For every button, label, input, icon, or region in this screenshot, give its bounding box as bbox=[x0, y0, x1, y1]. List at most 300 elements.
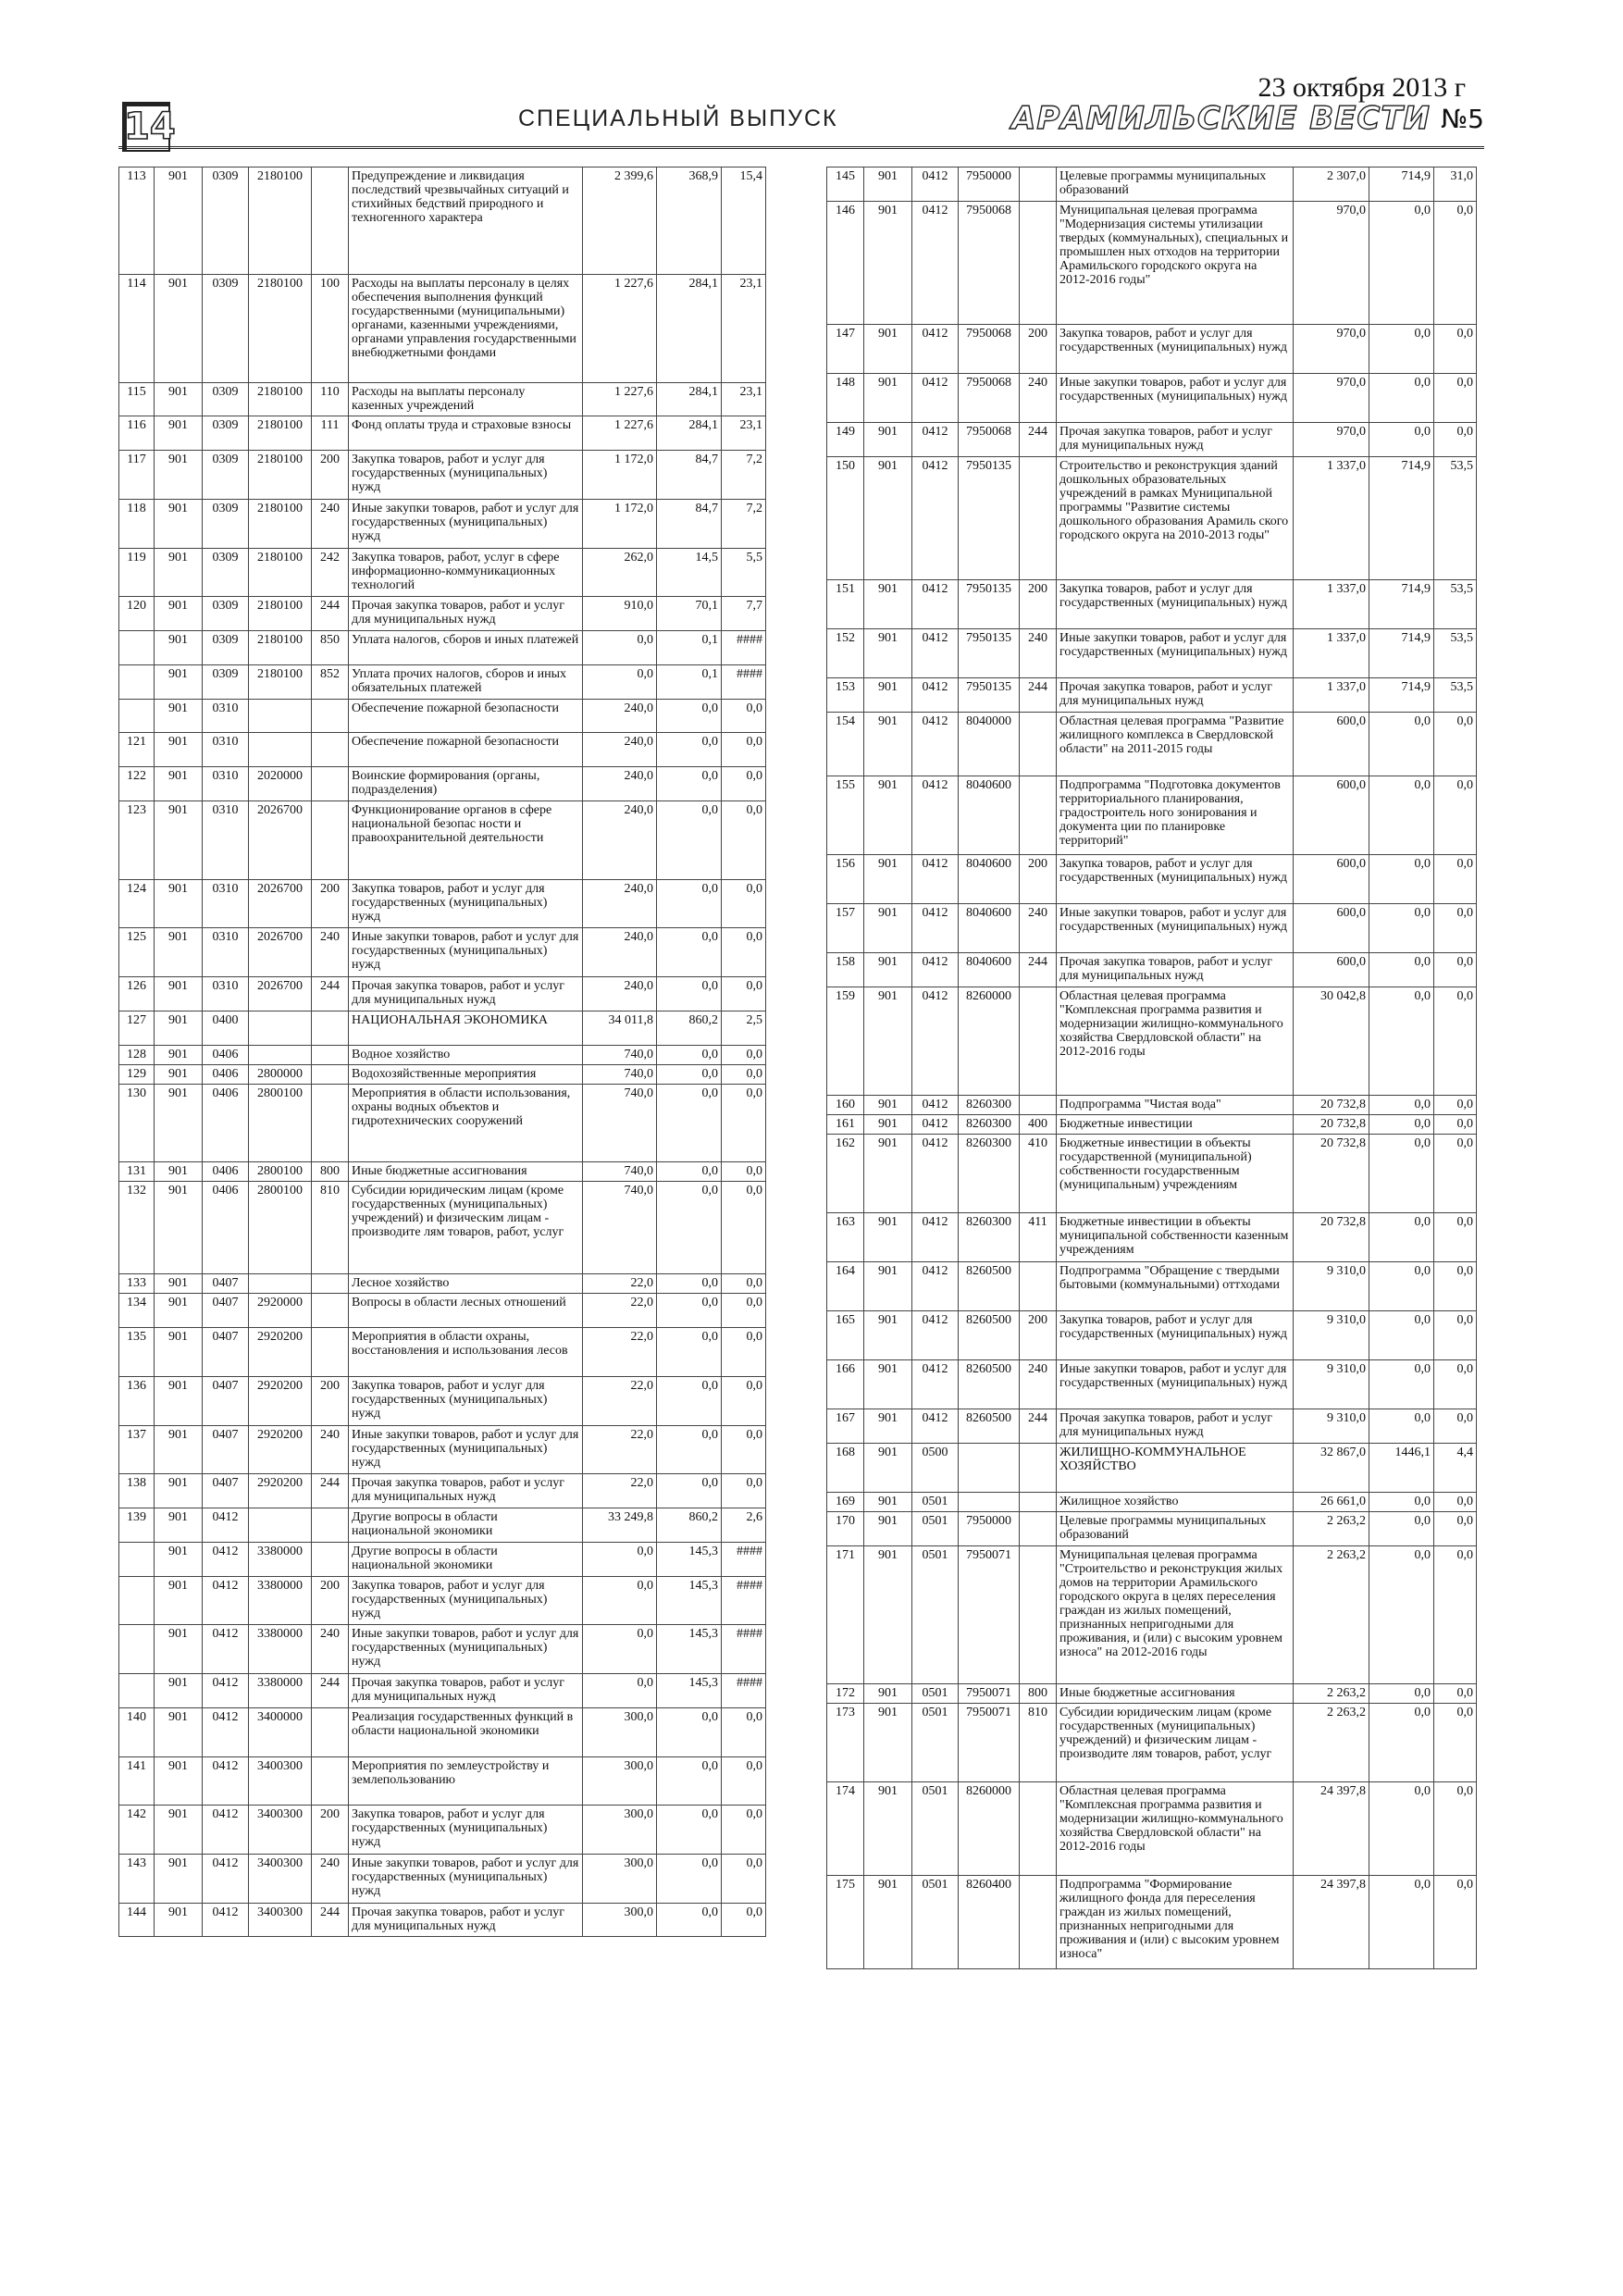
table-row bbox=[119, 451, 766, 500]
cell-d bbox=[312, 1508, 349, 1543]
cell-n: 128 bbox=[119, 1045, 155, 1064]
cell-d bbox=[1020, 202, 1057, 325]
cell-c bbox=[249, 1274, 312, 1294]
table-row bbox=[827, 168, 1477, 202]
cell-d bbox=[312, 1011, 349, 1045]
cell-c: 7950000 bbox=[959, 168, 1020, 202]
cell-d: 200 bbox=[1020, 325, 1057, 374]
cell-h: 0,0 bbox=[722, 1707, 766, 1756]
cell-e: Подпрограмма "Подготовка документов территориального планирования, градостроитель ного зонирования и документа ции по планировке территорий" bbox=[1057, 776, 1294, 855]
cell-g: 0,0 bbox=[657, 1376, 722, 1425]
cell-g: 0,0 bbox=[657, 1162, 722, 1182]
cell-e: Водное хозяйство bbox=[349, 1045, 583, 1064]
cell-n: 158 bbox=[827, 953, 864, 987]
cell-g: 0,0 bbox=[1369, 1512, 1434, 1546]
table-row bbox=[827, 1311, 1477, 1360]
cell-d bbox=[312, 699, 349, 733]
cell-e: Иные закупки товаров, работ и услуг для государственных (муниципальных) нужд bbox=[1057, 1360, 1294, 1409]
table-row bbox=[119, 1625, 766, 1674]
page-number-box bbox=[122, 102, 176, 152]
cell-g: 0,0 bbox=[657, 1084, 722, 1162]
cell-g: 284,1 bbox=[657, 416, 722, 451]
page-number: 14 bbox=[124, 105, 176, 148]
cell-c: 7950135 bbox=[959, 629, 1020, 678]
cell-f: 2 263,2 bbox=[1294, 1512, 1369, 1546]
cell-d: 244 bbox=[312, 597, 349, 631]
cell-g: 0,0 bbox=[657, 1854, 722, 1903]
cell-c bbox=[249, 1011, 312, 1045]
cell-c: 7950135 bbox=[959, 580, 1020, 629]
cell-f: 740,0 bbox=[583, 1045, 657, 1064]
cell-b: 0310 bbox=[203, 733, 249, 767]
cell-b: 0412 bbox=[912, 325, 959, 374]
cell-h: 23,1 bbox=[722, 382, 766, 416]
cell-f: 240,0 bbox=[583, 976, 657, 1011]
cell-n: 173 bbox=[827, 1704, 864, 1782]
cell-d: 242 bbox=[312, 548, 349, 597]
cell-g: 860,2 bbox=[657, 1508, 722, 1543]
table-row bbox=[119, 1328, 766, 1377]
cell-n: 141 bbox=[119, 1756, 155, 1806]
cell-g: 0,0 bbox=[657, 1064, 722, 1084]
cell-d: 244 bbox=[1020, 678, 1057, 713]
cell-g: 0,0 bbox=[657, 733, 722, 767]
cell-c: 2020000 bbox=[249, 767, 312, 801]
cell-b: 0309 bbox=[203, 499, 249, 548]
cell-f: 9 310,0 bbox=[1294, 1311, 1369, 1360]
cell-f: 740,0 bbox=[583, 1064, 657, 1084]
cell-c: 3400000 bbox=[249, 1707, 312, 1756]
cell-e: Мероприятия в области использования, охраны водных объектов и гидротехнических сооружений bbox=[349, 1084, 583, 1162]
cell-d: 240 bbox=[312, 1425, 349, 1474]
cell-c: 7950068 bbox=[959, 374, 1020, 423]
cell-n bbox=[119, 1542, 155, 1576]
cell-n: 123 bbox=[119, 801, 155, 880]
cell-g: 145,3 bbox=[657, 1674, 722, 1708]
cell-b: 0406 bbox=[203, 1162, 249, 1182]
cell-c: 2026700 bbox=[249, 801, 312, 880]
cell-n: 167 bbox=[827, 1409, 864, 1444]
cell-h: 0,0 bbox=[722, 1806, 766, 1855]
cell-g: 0,0 bbox=[657, 1182, 722, 1274]
cell-d bbox=[1020, 1444, 1057, 1493]
cell-h: 0,0 bbox=[1434, 1704, 1477, 1782]
table-row bbox=[119, 1274, 766, 1294]
cell-a: 901 bbox=[864, 202, 912, 325]
cell-b: 0501 bbox=[912, 1704, 959, 1782]
cell-f: 1 337,0 bbox=[1294, 629, 1369, 678]
cell-g: 0,0 bbox=[1369, 1135, 1434, 1213]
cell-e: Иные закупки товаров, работ и услуг для государственных (муниципальных) нужд bbox=[1057, 374, 1294, 423]
cell-f: 2 307,0 bbox=[1294, 168, 1369, 202]
cell-h: #### bbox=[722, 1674, 766, 1708]
cell-f: 600,0 bbox=[1294, 953, 1369, 987]
cell-h: 0,0 bbox=[1434, 1115, 1477, 1135]
cell-d: 240 bbox=[1020, 629, 1057, 678]
cell-a: 901 bbox=[864, 1876, 912, 1969]
cell-h: 0,0 bbox=[1434, 1262, 1477, 1311]
cell-a: 901 bbox=[155, 1474, 203, 1508]
table-row bbox=[827, 374, 1477, 423]
left-column bbox=[118, 167, 766, 1937]
cell-e: Иные закупки товаров, работ и услуг для государственных (муниципальных) нужд bbox=[1057, 904, 1294, 953]
cell-c: 2920200 bbox=[249, 1425, 312, 1474]
cell-h: 53,5 bbox=[1434, 678, 1477, 713]
cell-f: 600,0 bbox=[1294, 713, 1369, 776]
cell-g: 0,0 bbox=[1369, 1876, 1434, 1969]
cell-a: 901 bbox=[155, 1064, 203, 1084]
cell-h: 0,0 bbox=[1434, 1360, 1477, 1409]
cell-b: 0412 bbox=[912, 1213, 959, 1262]
cell-c: 3400300 bbox=[249, 1854, 312, 1903]
cell-b: 0412 bbox=[203, 1542, 249, 1576]
cell-f: 300,0 bbox=[583, 1854, 657, 1903]
cell-h: 15,4 bbox=[722, 168, 766, 275]
cell-c: 2180100 bbox=[249, 275, 312, 382]
cell-h: 2,5 bbox=[722, 1011, 766, 1045]
cell-n: 137 bbox=[119, 1425, 155, 1474]
cell-h: 0,0 bbox=[722, 801, 766, 880]
cell-h: #### bbox=[722, 1625, 766, 1674]
table-row bbox=[827, 1546, 1477, 1684]
table-row bbox=[119, 1376, 766, 1425]
cell-c: 2180100 bbox=[249, 416, 312, 451]
cell-a: 901 bbox=[864, 1213, 912, 1262]
cell-g: 0,0 bbox=[1369, 1096, 1434, 1115]
cell-c bbox=[249, 733, 312, 767]
table-row bbox=[119, 1425, 766, 1474]
cell-a: 901 bbox=[155, 1674, 203, 1708]
cell-c: 2026700 bbox=[249, 976, 312, 1011]
cell-n: 162 bbox=[827, 1135, 864, 1213]
cell-d: 800 bbox=[312, 1162, 349, 1182]
cell-d: 111 bbox=[312, 416, 349, 451]
cell-n: 136 bbox=[119, 1376, 155, 1425]
cell-n: 174 bbox=[827, 1782, 864, 1876]
cell-f: 0,0 bbox=[583, 664, 657, 699]
cell-f: 9 310,0 bbox=[1294, 1360, 1369, 1409]
cell-c: 8260500 bbox=[959, 1409, 1020, 1444]
table-row bbox=[119, 1903, 766, 1937]
table-row bbox=[119, 597, 766, 631]
cell-h: 0,0 bbox=[722, 1182, 766, 1274]
cell-f: 20 732,8 bbox=[1294, 1135, 1369, 1213]
cell-f: 240,0 bbox=[583, 699, 657, 733]
table-row bbox=[119, 928, 766, 977]
cell-g: 0,0 bbox=[1369, 1782, 1434, 1876]
cell-a: 901 bbox=[155, 1376, 203, 1425]
cell-a: 901 bbox=[155, 733, 203, 767]
cell-d: 240 bbox=[1020, 1360, 1057, 1409]
cell-b: 0406 bbox=[203, 1084, 249, 1162]
cell-h: 0,0 bbox=[1434, 1684, 1477, 1704]
cell-e: Обеспечение пожарной безопасности bbox=[349, 699, 583, 733]
table-row bbox=[119, 1806, 766, 1855]
cell-b: 0310 bbox=[203, 879, 249, 928]
cell-b: 0406 bbox=[203, 1182, 249, 1274]
cell-n: 142 bbox=[119, 1806, 155, 1855]
cell-e: Функционирование органов в сфере национальной безопас ности и правоохранительной деятельности bbox=[349, 801, 583, 880]
cell-f: 9 310,0 bbox=[1294, 1262, 1369, 1311]
cell-n: 125 bbox=[119, 928, 155, 977]
cell-a: 901 bbox=[155, 1425, 203, 1474]
cell-d: 810 bbox=[312, 1182, 349, 1274]
cell-c bbox=[249, 1045, 312, 1064]
cell-d: 200 bbox=[1020, 580, 1057, 629]
cell-h: 0,0 bbox=[722, 976, 766, 1011]
cell-h: 0,0 bbox=[722, 699, 766, 733]
cell-h: 0,0 bbox=[722, 1328, 766, 1377]
cell-c bbox=[959, 1493, 1020, 1512]
cell-a: 901 bbox=[864, 1115, 912, 1135]
cell-d bbox=[1020, 776, 1057, 855]
cell-g: 0,0 bbox=[657, 928, 722, 977]
cell-f: 1 227,6 bbox=[583, 275, 657, 382]
table-row bbox=[119, 1542, 766, 1576]
right-column bbox=[826, 167, 1477, 1969]
cell-n: 166 bbox=[827, 1360, 864, 1409]
cell-h: 0,0 bbox=[1434, 1135, 1477, 1213]
cell-n: 130 bbox=[119, 1084, 155, 1162]
cell-b: 0412 bbox=[912, 855, 959, 904]
cell-d: 240 bbox=[312, 499, 349, 548]
cell-h: 0,0 bbox=[1434, 987, 1477, 1096]
table-row bbox=[827, 325, 1477, 374]
cell-b: 0412 bbox=[912, 1311, 959, 1360]
cell-b: 0412 bbox=[912, 629, 959, 678]
cell-a: 901 bbox=[864, 580, 912, 629]
cell-n bbox=[119, 664, 155, 699]
cell-a: 901 bbox=[864, 1360, 912, 1409]
cell-h: 23,1 bbox=[722, 416, 766, 451]
cell-c: 3400300 bbox=[249, 1903, 312, 1937]
cell-a: 901 bbox=[864, 1262, 912, 1311]
cell-e: Закупка товаров, работ и услуг для государственных (муниципальных) нужд bbox=[349, 1576, 583, 1625]
table-row bbox=[119, 1707, 766, 1756]
cell-d: 200 bbox=[1020, 1311, 1057, 1360]
cell-g: 0,0 bbox=[1369, 423, 1434, 457]
cell-h: 0,0 bbox=[722, 1294, 766, 1328]
cell-b: 0412 bbox=[912, 202, 959, 325]
cell-b: 0412 bbox=[203, 1576, 249, 1625]
cell-e: Предупреждение и ликвидация последствий чрезвычайных ситуаций и стихийных бедствий природного и техногенного характера bbox=[349, 168, 583, 275]
cell-h: 0,0 bbox=[722, 928, 766, 977]
cell-f: 34 011,8 bbox=[583, 1011, 657, 1045]
cell-c: 3400300 bbox=[249, 1756, 312, 1806]
cell-a: 901 bbox=[155, 928, 203, 977]
cell-g: 0,0 bbox=[1369, 1360, 1434, 1409]
cell-g: 0,0 bbox=[657, 1756, 722, 1806]
cell-a: 901 bbox=[864, 629, 912, 678]
cell-d: 200 bbox=[312, 1806, 349, 1855]
cell-f: 300,0 bbox=[583, 1903, 657, 1937]
cell-c: 2180100 bbox=[249, 382, 312, 416]
cell-g: 1446,1 bbox=[1369, 1444, 1434, 1493]
cell-h: 0,0 bbox=[1434, 1512, 1477, 1546]
cell-f: 0,0 bbox=[583, 631, 657, 665]
cell-b: 0501 bbox=[912, 1512, 959, 1546]
cell-c bbox=[959, 1444, 1020, 1493]
cell-a: 901 bbox=[155, 801, 203, 880]
cell-n: 175 bbox=[827, 1876, 864, 1969]
cell-a: 901 bbox=[155, 275, 203, 382]
cell-h: 31,0 bbox=[1434, 168, 1477, 202]
cell-h: 0,0 bbox=[722, 1084, 766, 1162]
cell-f: 300,0 bbox=[583, 1756, 657, 1806]
cell-h: #### bbox=[722, 1542, 766, 1576]
cell-n: 151 bbox=[827, 580, 864, 629]
cell-a: 901 bbox=[155, 664, 203, 699]
cell-a: 901 bbox=[864, 1704, 912, 1782]
cell-h: 0,0 bbox=[1434, 374, 1477, 423]
cell-c: 8040600 bbox=[959, 776, 1020, 855]
cell-d bbox=[312, 1756, 349, 1806]
table-row bbox=[827, 1135, 1477, 1213]
cell-e: Строительство и реконструкция зданий дошкольных образовательных учреждений в рамках Муниципальной программы "Развитие системы дошкольного образования Арамиль ского городского округа на 2010-2013 годы" bbox=[1057, 457, 1294, 580]
cell-c: 2920000 bbox=[249, 1294, 312, 1328]
cell-d: 244 bbox=[1020, 423, 1057, 457]
cell-e: Прочая закупка товаров, работ и услуг для муниципальных нужд bbox=[349, 976, 583, 1011]
issue-number: №5 bbox=[1441, 104, 1484, 134]
cell-f: 22,0 bbox=[583, 1274, 657, 1294]
cell-d bbox=[312, 1045, 349, 1064]
cell-g: 0,0 bbox=[657, 1425, 722, 1474]
cell-n: 139 bbox=[119, 1508, 155, 1543]
cell-c: 7950071 bbox=[959, 1684, 1020, 1704]
cell-e: Подпрограмма "Формирование жилищного фонда для переселения граждан из жилых помещений, признанных непригодными для проживания и (или) с высоким уровнем износа" bbox=[1057, 1876, 1294, 1969]
cell-c: 2180100 bbox=[249, 451, 312, 500]
cell-a: 901 bbox=[155, 1756, 203, 1806]
cell-c: 8260000 bbox=[959, 1782, 1020, 1876]
table-row bbox=[119, 1294, 766, 1328]
cell-c: 7950071 bbox=[959, 1546, 1020, 1684]
cell-e: Закупка товаров, работ, услуг в сфере информационно-коммуникационных технологий bbox=[349, 548, 583, 597]
cell-g: 70,1 bbox=[657, 597, 722, 631]
cell-h: 7,2 bbox=[722, 451, 766, 500]
cell-f: 0,0 bbox=[583, 1674, 657, 1708]
cell-g: 0,1 bbox=[657, 631, 722, 665]
cell-h: 0,0 bbox=[1434, 904, 1477, 953]
cell-f: 2 399,6 bbox=[583, 168, 657, 275]
cell-g: 0,0 bbox=[657, 1045, 722, 1064]
cell-n: 114 bbox=[119, 275, 155, 382]
cell-f: 910,0 bbox=[583, 597, 657, 631]
cell-b: 0412 bbox=[203, 1625, 249, 1674]
cell-n: 129 bbox=[119, 1064, 155, 1084]
cell-h: 23,1 bbox=[722, 275, 766, 382]
cell-g: 860,2 bbox=[657, 1011, 722, 1045]
cell-n: 140 bbox=[119, 1707, 155, 1756]
cell-d bbox=[312, 1294, 349, 1328]
cell-n: 118 bbox=[119, 499, 155, 548]
cell-n: 163 bbox=[827, 1213, 864, 1262]
cell-h: 0,0 bbox=[722, 1376, 766, 1425]
cell-b: 0412 bbox=[912, 1135, 959, 1213]
cell-e: Муниципальная целевая программа "Строительство и реконструкция жилых домов на территории Арамильского городского округа в целях переселения граждан из жилых помещений, признанных непригодными для проживания, и (или) с высоким уровнем износа" на 2012-2016 годы bbox=[1057, 1546, 1294, 1684]
table-row bbox=[827, 904, 1477, 953]
budget-table-right bbox=[826, 167, 1477, 1969]
cell-n: 131 bbox=[119, 1162, 155, 1182]
cell-b: 0309 bbox=[203, 168, 249, 275]
cell-b: 0412 bbox=[203, 1508, 249, 1543]
cell-e: Иные закупки товаров, работ и услуг для государственных (муниципальных) нужд bbox=[349, 499, 583, 548]
cell-n: 120 bbox=[119, 597, 155, 631]
cell-a: 901 bbox=[864, 1096, 912, 1115]
cell-f: 32 867,0 bbox=[1294, 1444, 1369, 1493]
cell-n: 133 bbox=[119, 1274, 155, 1294]
cell-h: 2,6 bbox=[722, 1508, 766, 1543]
cell-f: 970,0 bbox=[1294, 423, 1369, 457]
cell-b: 0412 bbox=[912, 987, 959, 1096]
cell-c: 7950068 bbox=[959, 202, 1020, 325]
table-row bbox=[827, 1684, 1477, 1704]
cell-b: 0412 bbox=[912, 1360, 959, 1409]
cell-f: 9 310,0 bbox=[1294, 1409, 1369, 1444]
cell-d bbox=[1020, 713, 1057, 776]
cell-c bbox=[249, 1508, 312, 1543]
cell-b: 0501 bbox=[912, 1876, 959, 1969]
cell-d: 244 bbox=[312, 1903, 349, 1937]
cell-g: 714,9 bbox=[1369, 457, 1434, 580]
cell-n: 121 bbox=[119, 733, 155, 767]
cell-f: 2 263,2 bbox=[1294, 1546, 1369, 1684]
budget-table-left bbox=[118, 167, 766, 1937]
cell-f: 22,0 bbox=[583, 1328, 657, 1377]
cell-b: 0412 bbox=[912, 423, 959, 457]
cell-b: 0412 bbox=[912, 168, 959, 202]
cell-n: 154 bbox=[827, 713, 864, 776]
table-row bbox=[119, 1064, 766, 1084]
cell-a: 901 bbox=[864, 1311, 912, 1360]
cell-a: 901 bbox=[155, 382, 203, 416]
cell-a: 901 bbox=[155, 976, 203, 1011]
cell-g: 0,0 bbox=[657, 1274, 722, 1294]
cell-a: 901 bbox=[155, 1903, 203, 1937]
cell-h: 0,0 bbox=[1434, 1782, 1477, 1876]
cell-g: 0,0 bbox=[657, 699, 722, 733]
cell-a: 901 bbox=[155, 631, 203, 665]
cell-a: 901 bbox=[864, 776, 912, 855]
cell-e: Прочая закупка товаров, работ и услуг для муниципальных нужд bbox=[349, 1474, 583, 1508]
table-row bbox=[119, 631, 766, 665]
issue-date: 23 октября 2013 г bbox=[1258, 72, 1466, 103]
cell-n: 159 bbox=[827, 987, 864, 1096]
cell-f: 970,0 bbox=[1294, 325, 1369, 374]
cell-a: 901 bbox=[155, 699, 203, 733]
cell-h: 0,0 bbox=[1434, 1409, 1477, 1444]
cell-c: 7950068 bbox=[959, 325, 1020, 374]
table-row bbox=[119, 699, 766, 733]
cell-g: 0,0 bbox=[1369, 904, 1434, 953]
cell-h: 0,0 bbox=[1434, 325, 1477, 374]
cell-d bbox=[1020, 1782, 1057, 1876]
cell-f: 22,0 bbox=[583, 1376, 657, 1425]
cell-f: 240,0 bbox=[583, 879, 657, 928]
cell-g: 714,9 bbox=[1369, 678, 1434, 713]
cell-c: 2800000 bbox=[249, 1064, 312, 1084]
cell-n: 124 bbox=[119, 879, 155, 928]
cell-e: Субсидии юридическим лицам (кроме государственных (муниципальных) учреждений) и физическим лицам - производите лям товаров, работ, услуг bbox=[349, 1182, 583, 1274]
cell-b: 0412 bbox=[912, 713, 959, 776]
table-row bbox=[119, 1084, 766, 1162]
cell-h: 0,0 bbox=[1434, 1096, 1477, 1115]
cell-g: 714,9 bbox=[1369, 168, 1434, 202]
cell-g: 0,0 bbox=[1369, 1684, 1434, 1704]
cell-n: 160 bbox=[827, 1096, 864, 1115]
cell-e: Субсидии юридическим лицам (кроме государственных (муниципальных) учреждений) и физическим лицам - производите лям товаров, работ, услуг bbox=[1057, 1704, 1294, 1782]
cell-a: 901 bbox=[864, 1782, 912, 1876]
cell-d bbox=[312, 1274, 349, 1294]
